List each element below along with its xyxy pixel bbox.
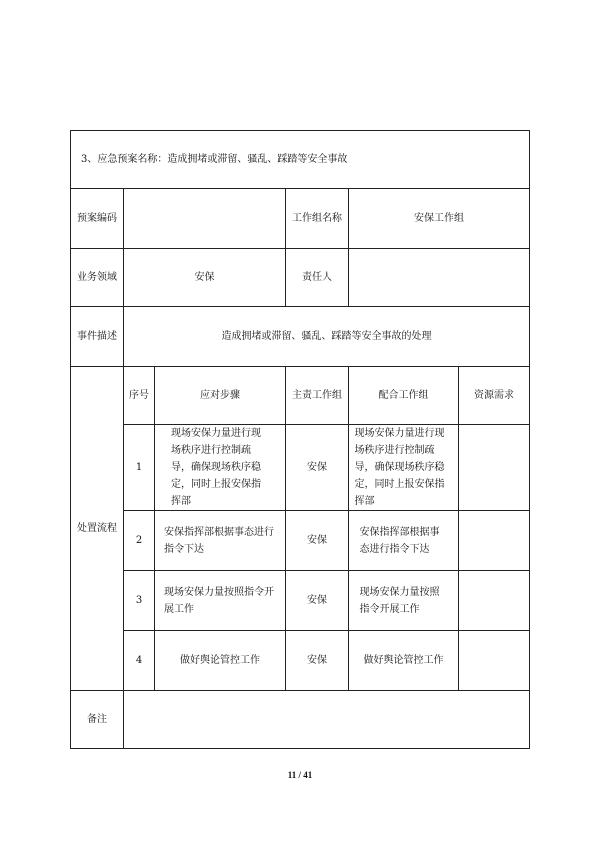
row-resources bbox=[459, 631, 530, 691]
row-seq: 4 bbox=[124, 631, 155, 691]
notes-label: 备注 bbox=[71, 691, 124, 749]
row-steps: 现场安保力量按照指令开展工作 bbox=[164, 586, 274, 615]
notes-value bbox=[124, 691, 530, 749]
row-steps: 现场安保力量进行现场秩序进行控制疏导，确保现场秩序稳定，同时上报安保指挥部 bbox=[171, 428, 261, 507]
owner-label: 责任人 bbox=[286, 249, 349, 307]
row-lead: 安保 bbox=[286, 425, 349, 511]
row-seq: 3 bbox=[124, 571, 155, 631]
event-description-label: 事件描述 bbox=[71, 307, 124, 367]
code-row bbox=[71, 189, 530, 249]
row-support: 现场安保力量进行现场秩序进行控制疏导，确保现场秩序稳定，同时上报安保指挥部 bbox=[354, 428, 445, 507]
plan-code-value bbox=[124, 189, 286, 249]
row-lead: 安保 bbox=[286, 511, 349, 571]
row-steps: 安保指挥部根据事态进行指令下达 bbox=[164, 526, 274, 555]
row-resources bbox=[459, 571, 530, 631]
row-support: 做好舆论管控工作 bbox=[349, 631, 459, 691]
domain-row bbox=[71, 249, 530, 307]
header-seq: 序号 bbox=[124, 367, 155, 425]
row-support: 现场安保力量按照指令开展工作 bbox=[359, 586, 440, 615]
header-steps: 应对步骤 bbox=[155, 367, 286, 425]
header-lead-group: 主责工作组 bbox=[286, 367, 349, 425]
row-resources bbox=[459, 425, 530, 511]
row-lead: 安保 bbox=[286, 631, 349, 691]
header-resources: 资源需求 bbox=[459, 367, 530, 425]
table-row bbox=[71, 571, 530, 631]
row-lead: 安保 bbox=[286, 571, 349, 631]
event-description-value: 造成拥堵或滞留、骚乱、踩踏等安全事故的处理 bbox=[124, 307, 530, 367]
plan-code-label: 预案编码 bbox=[71, 189, 124, 249]
table-row bbox=[71, 631, 530, 691]
process-label: 处置流程 bbox=[71, 367, 124, 691]
row-steps: 做好舆论管控工作 bbox=[155, 631, 286, 691]
row-support: 安保指挥部根据事态进行指令下达 bbox=[359, 526, 440, 555]
event-row bbox=[71, 307, 530, 367]
title-row bbox=[71, 131, 530, 189]
notes-row bbox=[71, 691, 530, 749]
emergency-plan-table bbox=[70, 130, 530, 749]
work-group-value: 安保工作组 bbox=[349, 189, 530, 249]
plan-title: 3、应急预案名称：造成拥堵或滞留、骚乱、踩踏等安全事故 bbox=[71, 131, 530, 189]
work-group-label: 工作组名称 bbox=[286, 189, 349, 249]
row-resources bbox=[459, 511, 530, 571]
page-number: 11 / 41 bbox=[287, 770, 313, 780]
row-seq: 1 bbox=[124, 425, 155, 511]
process-header-row bbox=[71, 367, 530, 425]
business-domain-label: 业务领域 bbox=[71, 249, 124, 307]
row-seq: 2 bbox=[124, 511, 155, 571]
business-domain-value: 安保 bbox=[124, 249, 286, 307]
table-row bbox=[71, 511, 530, 571]
header-support-group: 配合工作组 bbox=[349, 367, 459, 425]
table-row bbox=[71, 425, 530, 511]
owner-value bbox=[349, 249, 530, 307]
